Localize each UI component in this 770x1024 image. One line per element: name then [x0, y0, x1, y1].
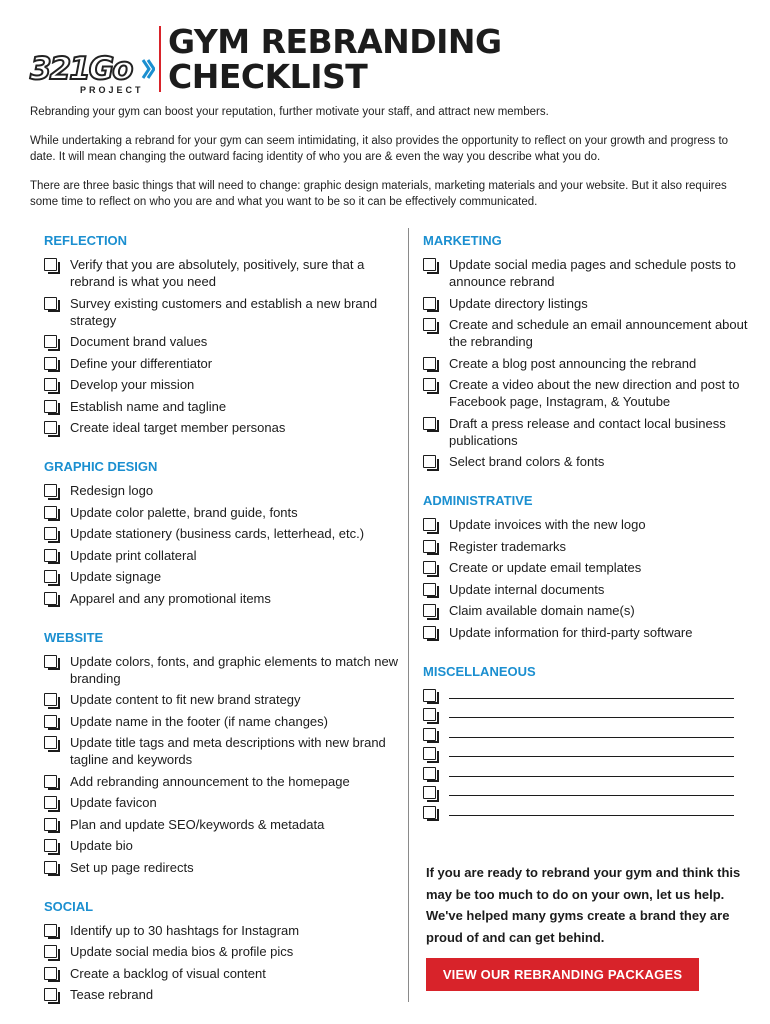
chevrons-icon — [141, 58, 155, 80]
checklist-item-label: Define your differentiator — [70, 355, 213, 371]
checklist-item — [44, 773, 400, 790]
section-website — [44, 629, 400, 876]
checkbox[interactable] — [423, 689, 436, 702]
checklist-item-label: Identify up to 30 hashtags for Instagram — [70, 922, 300, 938]
checkbox[interactable] — [423, 318, 436, 331]
checklist-item — [44, 568, 400, 585]
checklist-item-label: Update social media pages and schedule posts to announce rebrand — [449, 257, 736, 289]
checklist-item-label: Create a video about the new direction and post to Facebook page, Instagram, & Youtube — [449, 377, 740, 409]
section-title: ADMINISTRATIVE — [423, 493, 533, 508]
right-column — [423, 232, 753, 841]
checklist-item-label: Update information for third-party software — [449, 624, 693, 640]
checklist-item — [44, 794, 400, 811]
checklist-item — [44, 482, 400, 499]
checklist-item — [44, 256, 400, 290]
blank-write-in-line[interactable] — [449, 784, 734, 796]
intro-paragraph: While undertaking a rebrand for your gym can seem intimidating, it also provides the opportunity to reflect on your growth and progress to date. It will mean changing the outward facing identity of who you are & even the way you describe what you do. — [30, 135, 729, 163]
checklist-item-label: Redesign logo — [70, 483, 154, 498]
section-marketing — [423, 232, 753, 470]
checklist-item — [44, 376, 400, 393]
section-social — [44, 898, 400, 1004]
checkbox[interactable] — [44, 693, 57, 706]
checklist-item-label: Update internal documents — [449, 581, 605, 597]
checklist-item-label: Create ideal target member personas — [70, 420, 286, 435]
blank-checklist-item — [423, 726, 753, 741]
checklist-item-label: Update content to fit new brand strategy — [70, 692, 301, 707]
checkbox[interactable] — [423, 455, 436, 468]
blank-write-in-line[interactable] — [449, 726, 734, 738]
checkbox[interactable] — [423, 540, 436, 553]
checklist-item-label: Verify that you are absolutely, positively, sure that a rebrand is what you need — [70, 257, 365, 289]
checklist-item — [44, 504, 400, 521]
checkbox[interactable] — [44, 818, 57, 831]
brand-logo — [30, 52, 156, 98]
blank-write-in-line[interactable] — [449, 745, 734, 757]
checklist-item — [423, 602, 753, 619]
checklist-item-label: Update signage — [70, 569, 162, 584]
checklist-item — [44, 816, 400, 833]
checklist-item-label: Update name in the footer (if name changes) — [70, 713, 328, 729]
blank-checklist-item — [423, 784, 753, 799]
checklist-item — [423, 355, 753, 372]
checklist-item — [423, 624, 753, 641]
title-line-2: CHECKLIST — [168, 57, 368, 96]
checklist-item — [44, 419, 400, 436]
section-miscellaneous — [423, 663, 753, 819]
blank-write-in-line[interactable] — [449, 706, 734, 718]
intro-text — [30, 104, 742, 223]
checkbox[interactable] — [44, 335, 57, 348]
checkbox[interactable] — [44, 839, 57, 852]
checklist-item-label: Add rebranding announcement to the homepage — [70, 773, 350, 789]
checklist-item — [44, 355, 400, 372]
checklist-item-label: Update directory listings — [449, 295, 588, 311]
checkbox[interactable] — [44, 570, 57, 583]
checklist-item-label: Apparel and any promotional items — [70, 590, 271, 606]
checklist-item-label: Establish name and tagline — [70, 398, 227, 414]
checkbox[interactable] — [44, 715, 57, 728]
checklist-item-label: Update stationery (business cards, letterhead, etc.) — [70, 526, 365, 541]
checklist-item-label: Document brand values — [70, 334, 208, 349]
checkbox[interactable] — [423, 518, 436, 531]
checklist-item — [44, 525, 400, 542]
checkbox[interactable] — [44, 592, 57, 605]
checklist-item — [44, 653, 400, 687]
checkbox[interactable] — [423, 604, 436, 617]
logo-wordmark: 321Go — [30, 51, 132, 87]
checklist-item — [44, 547, 400, 564]
checkbox[interactable] — [423, 708, 436, 721]
checkbox[interactable] — [44, 400, 57, 413]
checklist-item — [44, 837, 400, 854]
checklist-item — [44, 734, 400, 768]
checklist-item — [44, 398, 400, 415]
checklist-item-label: Develop your mission — [70, 377, 195, 392]
checklist-item — [44, 986, 400, 1003]
checklist-item — [44, 713, 400, 730]
checklist-item — [423, 256, 753, 290]
checklist-item-label: Update bio — [70, 838, 133, 853]
blank-checklist-item — [423, 804, 753, 819]
checklist-item-label: Update invoices with the new logo — [449, 517, 646, 532]
blank-write-in-line[interactable] — [449, 687, 734, 699]
checklist-item — [44, 691, 400, 708]
checkbox[interactable] — [423, 357, 436, 370]
title-line-1: GYM REBRANDING — [168, 22, 502, 61]
page-title — [168, 24, 502, 94]
checklist-item — [44, 943, 400, 960]
blank-write-in-line[interactable] — [449, 804, 734, 816]
left-column — [44, 232, 400, 1024]
checklist-item-label: Claim available domain name(s) — [449, 603, 635, 618]
blank-checklist-item — [423, 706, 753, 721]
checkbox[interactable] — [44, 945, 57, 958]
section-graphic-design — [44, 458, 400, 607]
checkbox[interactable] — [44, 775, 57, 788]
checkbox[interactable] — [44, 736, 57, 749]
checkbox[interactable] — [44, 378, 57, 391]
checklist-item — [423, 295, 753, 312]
checklist-item — [423, 316, 753, 350]
checkbox[interactable] — [44, 297, 57, 310]
checklist-item-label: Tease rebrand — [70, 987, 154, 1002]
checklist-item-label: Create a backlog of visual content — [70, 965, 266, 981]
section-title: SOCIAL — [44, 898, 94, 914]
checklist-item-label: Survey existing customers and establish a new brand strategy — [70, 295, 378, 328]
section-title: MISCELLANEOUS — [423, 663, 536, 679]
checklist-item-label: Plan and update SEO/keywords & metadata — [70, 816, 325, 832]
section-title: WEBSITE — [44, 629, 104, 645]
checklist-item — [44, 859, 400, 876]
checkbox[interactable] — [423, 378, 436, 391]
checklist-item-label: Update social media bios & profile pics — [70, 944, 294, 959]
checklist-item-label: Update color palette, brand guide, fonts — [70, 504, 298, 520]
checklist-item-label: Update favicon — [70, 795, 157, 810]
cta-message: If you are ready to rebrand your gym and think this may be too much to do on your own, let us help. We've helped many gyms create a brand they are proud of and can get behind. — [426, 865, 741, 945]
checklist-item — [423, 453, 753, 470]
checklist-item-label: Update colors, fonts, and graphic elements to match new branding — [70, 653, 399, 686]
column-divider — [408, 228, 409, 1002]
section-administrative — [423, 492, 753, 641]
checklist-item-label: Register trademarks — [449, 538, 567, 554]
checklist-item-label: Update print collateral — [70, 547, 197, 563]
checkbox[interactable] — [423, 258, 436, 271]
blank-write-in-line[interactable] — [449, 765, 734, 777]
checklist-item — [44, 965, 400, 982]
view-packages-button[interactable]: VIEW OUR REBRANDING PACKAGES — [426, 958, 699, 991]
checkbox[interactable] — [423, 806, 436, 819]
checkbox[interactable] — [44, 527, 57, 540]
section-title: MARKETING — [423, 233, 502, 248]
section-title: GRAPHIC DESIGN — [44, 459, 158, 474]
checkbox[interactable] — [423, 583, 436, 596]
checkbox[interactable] — [44, 258, 57, 271]
checkbox[interactable] — [423, 747, 436, 760]
checkbox[interactable] — [423, 561, 436, 574]
checklist-item — [423, 559, 753, 576]
checkbox[interactable] — [44, 796, 57, 809]
checklist-item — [44, 590, 400, 607]
logo-subtitle: PROJECT — [80, 85, 144, 95]
checklist-item-label: Update title tags and meta descriptions with new brand tagline and keywords — [70, 735, 386, 767]
checkbox[interactable] — [44, 967, 57, 980]
checkbox[interactable] — [44, 421, 57, 434]
checklist-item-label: Create and schedule an email announcement about the rebranding — [449, 317, 748, 349]
checkbox[interactable] — [44, 484, 57, 497]
checkbox[interactable] — [44, 861, 57, 874]
checklist-item-label: Set up page redirects — [70, 859, 194, 875]
checkbox[interactable] — [423, 297, 436, 310]
section-title: REFLECTION — [44, 233, 128, 248]
intro-paragraph: Rebranding your gym can boost your reputation, further motivate your staff, and attract new members. — [30, 106, 549, 118]
blank-checklist-item — [423, 687, 753, 702]
checkbox[interactable] — [423, 767, 436, 780]
checklist-item-label: Create or update email templates — [449, 560, 642, 575]
checklist-item — [423, 581, 753, 598]
blank-checklist-item — [423, 745, 753, 760]
checkbox[interactable] — [423, 786, 436, 799]
checklist-item-label: Create a blog post announcing the rebrand — [449, 355, 697, 371]
checklist-item — [423, 376, 753, 410]
checkbox[interactable] — [44, 506, 57, 519]
checklist-item — [423, 516, 753, 533]
checklist-item — [44, 295, 400, 329]
checklist-item — [44, 922, 400, 939]
checkbox[interactable] — [44, 357, 57, 370]
checklist-item — [423, 538, 753, 555]
checkbox[interactable] — [423, 626, 436, 639]
intro-paragraph: There are three basic things that will need to change: graphic design materials, marketing materials and your website. But it also requires some time to reflect on who you are and what you want to be so it can be effectively communicated. — [30, 180, 727, 208]
checkbox[interactable] — [44, 924, 57, 937]
checkbox[interactable] — [44, 655, 57, 668]
blank-checklist-item — [423, 765, 753, 780]
checkbox[interactable] — [44, 988, 57, 1001]
section-reflection — [44, 232, 400, 436]
checkbox[interactable] — [44, 549, 57, 562]
header-divider — [159, 26, 161, 92]
checklist-item-label: Select brand colors & fonts — [449, 454, 605, 469]
checkbox[interactable] — [423, 728, 436, 741]
checkbox[interactable] — [423, 417, 436, 430]
checklist-item-label: Draft a press release and contact local business publications — [449, 415, 726, 448]
checklist-item — [44, 333, 400, 350]
checklist-item — [423, 415, 753, 449]
